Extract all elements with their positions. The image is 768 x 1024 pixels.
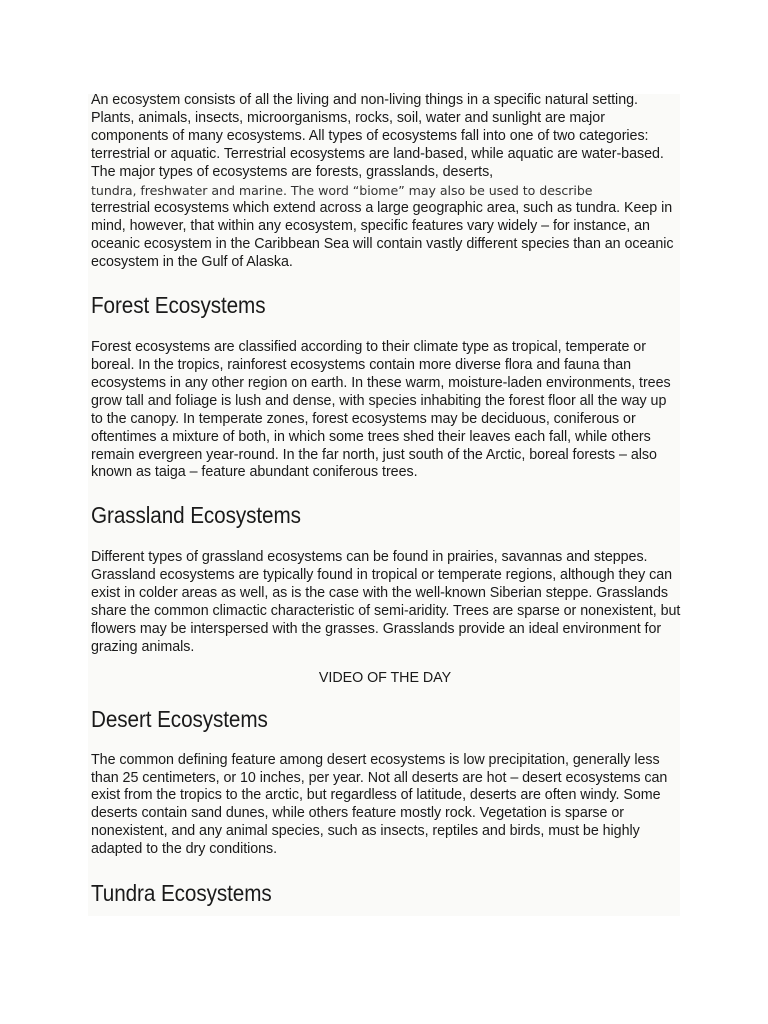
desert-heading: Desert Ecosystems	[91, 705, 268, 732]
tundra-heading: Tundra Ecosystems	[91, 880, 272, 907]
intro-text-alt-font: tundra, freshwater and marine. The word “biome” may also be used to describe	[91, 182, 593, 198]
video-of-the-day-label: VIDEO OF THE DAY	[318, 669, 452, 686]
intro-text-after: terrestrial ecosystems which extend across a large geographic area, such as tundra. Keep in mind, however, that within any ecosystem, specific features vary widely – for instance, an oceanic ecosystem in the Caribbean Sea will contain vastly different species than an oceanic ecosystem in the Gulf of Alaska.	[91, 200, 674, 271]
intro-text-before: An ecosystem consists of all the living and non-living things in a specific natural setting. Plants, animals, insects, microorganisms, rocks, soil, water and sunlight are major components of many ecosystems. All types of ecosystems fall into one of two categories: terrestrial or aquatic. Terrestrial ecosystems are land-based, while aquatic are water-based. The major types of ecosystems are forests, grasslands, deserts,	[91, 92, 664, 180]
forest-paragraph: Forest ecosystems are classified according to their climate type as tropical, temperate or boreal. In the tropics, rainforest ecosystems contain more diverse flora and fauna than ecosystems in any other region on earth. In these warm, moisture-laden environments, trees grow tall and foliage is lush and dense, with species inhabiting the forest floor all the way up to the canopy. In temperate zones, forest ecosystems may be deciduous, coniferous or oftentimes a mixture of both, in which some trees shed their leaves each fall, while others remain evergreen year-round. In the far north, just south of the Arctic, boreal forests – also known as taiga – feature abundant coniferous trees.	[91, 339, 671, 481]
grassland-paragraph: Different types of grassland ecosystems can be found in prairies, savannas and steppes. Grassland ecosystems are typically found in tropical or temperate regions, although they can exist in colder areas as well, as is the case with the well-known Siberian steppe. Grasslands share the common climactic characteristic of semi-aridity. Trees are sparse or nonexistent, but flowers may be interspersed with the grasses. Grasslands provide an ideal environment for grazing animals.	[91, 549, 681, 655]
document-content	[91, 92, 681, 907]
grassland-heading: Grassland Ecosystems	[91, 502, 301, 529]
forest-heading: Forest Ecosystems	[91, 292, 266, 319]
desert-paragraph: The common defining feature among desert ecosystems is low precipitation, generally less than 25 centimeters, or 10 inches, per year. Not all deserts are hot – desert ecosystems can exist from the tropics to the arctic, but regardless of latitude, deserts are often windy. Some deserts contain sand dunes, while others feature mostly rock. Vegetation is sparse or nonexistent, and any animal species, such as insects, reptiles and birds, must be highly adapted to the dry conditions.	[91, 751, 668, 858]
intro-paragraph	[91, 92, 681, 272]
